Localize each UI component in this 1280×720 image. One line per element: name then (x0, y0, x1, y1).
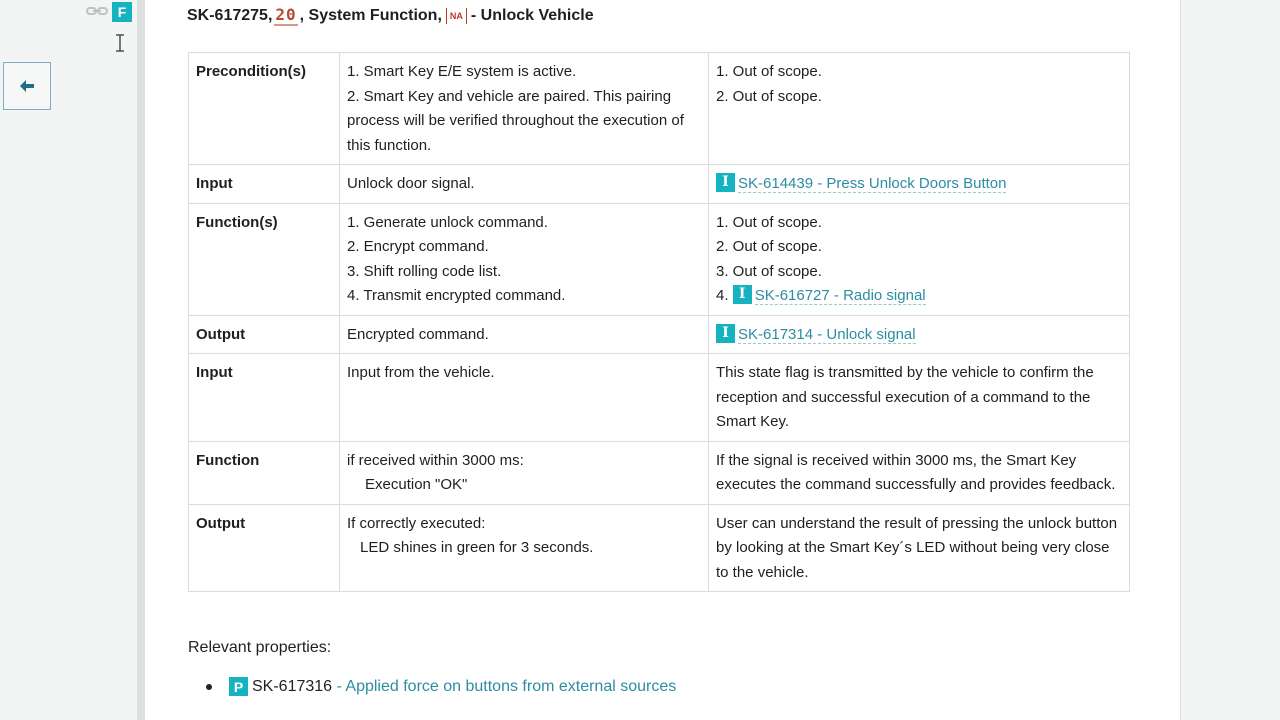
row-label: Precondition(s) (189, 53, 340, 165)
table-row (189, 504, 1130, 592)
row-label: Input (189, 165, 340, 204)
relevant-properties-list (206, 677, 676, 696)
row-notes: User can understand the result of pressing the unlock button by looking at the Smart Key´s LED without being very close to the vehicle. (709, 504, 1130, 592)
page-title (187, 5, 594, 26)
relevant-properties-label: Relevant properties: (188, 639, 332, 656)
table-row (189, 203, 1130, 315)
bullet-icon (206, 684, 212, 690)
table-row (189, 53, 1130, 165)
function-spec-table (188, 52, 1130, 592)
row-label: Function(s) (189, 203, 340, 315)
requirement-link[interactable]: SK-617314 - Unlock signal (738, 325, 916, 343)
property-link[interactable]: - Applied force on buttons from external sources (336, 677, 677, 695)
list-item (206, 677, 676, 696)
information-icon: I (716, 173, 735, 192)
information-icon: I (716, 324, 735, 343)
function-type-badge: F (112, 2, 132, 22)
row-notes: If the signal is received within 3000 ms, the Smart Key executes the command successfully and provides feedback. (709, 441, 1130, 504)
row-description: Unlock door signal. (340, 165, 709, 204)
row-label: Output (189, 315, 340, 354)
requirement-name: - Unlock Vehicle (470, 6, 594, 24)
row-notes (709, 165, 1130, 204)
row-notes (709, 315, 1130, 354)
information-icon: I (733, 285, 752, 304)
right-panel (1180, 0, 1280, 720)
requirement-type: , System Function, (299, 6, 442, 24)
row-description: 1. Smart Key E/E system is active. 2. Smart Key and vehicle are paired. This pairing process will be verified throughout the execution of this function. (340, 53, 709, 165)
table-row (189, 315, 1130, 354)
requirement-link[interactable]: SK-614439 - Press Unlock Doors Button (738, 175, 1007, 192)
table-row (189, 441, 1130, 504)
row-notes: 1. Out of scope. 2. Out of scope. 3. Out of scope. 4. I SK-616727 - Radio signal (709, 203, 1130, 315)
row-label: Output (189, 504, 340, 592)
requirement-link[interactable]: SK-616727 - Radio signal (754, 287, 926, 304)
arrow-left-icon (19, 79, 35, 93)
vertical-scrollbar[interactable] (137, 0, 145, 720)
row-notes: This state flag is transmitted by the vehicle to confirm the reception and successful execution of a command to the Smart Key. (709, 354, 1130, 442)
text-cursor-icon (115, 34, 125, 52)
table-row (189, 165, 1130, 204)
row-description: If correctly executed: LED shines in green for 3 seconds. (340, 504, 709, 592)
requirement-id: SK-617275, (187, 6, 273, 24)
property-id: SK-617316 (252, 677, 333, 695)
row-description: 1. Generate unlock command. 2. Encrypt command. 3. Shift rolling code list. 4. Transmit encrypted command. (340, 203, 709, 315)
table-row (189, 354, 1130, 442)
row-description: Encrypted command. (340, 315, 709, 354)
na-tag-icon: NA (446, 8, 467, 24)
link-icon[interactable] (86, 4, 108, 18)
row-label: Input (189, 354, 340, 442)
number-tag: 20 (275, 5, 297, 24)
back-button[interactable] (3, 62, 51, 110)
row-description: if received within 3000 ms: Execution "OK" (340, 441, 709, 504)
left-panel (0, 0, 138, 720)
property-icon: P (229, 677, 248, 696)
row-notes: 1. Out of scope. 2. Out of scope. (709, 53, 1130, 165)
row-description: Input from the vehicle. (340, 354, 709, 442)
row-label: Function (189, 441, 340, 504)
